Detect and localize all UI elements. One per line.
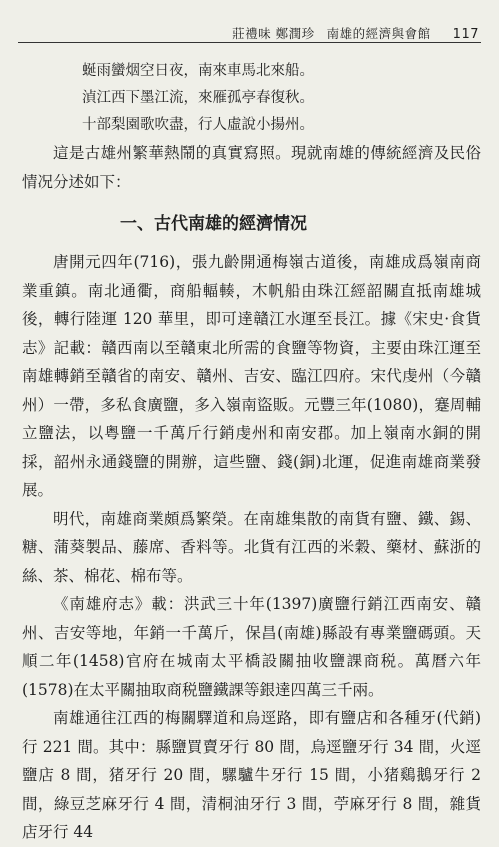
section-heading: 一、古代南雄的經濟情况 (120, 214, 307, 234)
running-header (232, 24, 479, 42)
page-number: 117 (452, 27, 479, 42)
body-paragraph: 唐開元四年(716)，張九齡開通梅嶺古道後，南雄成爲嶺南商業重鎮。南北通衢，商船輻輳，木帆船由珠江經韶關直抵南雄城後，轉行陸運 120 華里，即可達贛江水運至長江。據《宋史·食貨志》記載：贛西南以至贛東北所需的食鹽等物資，主要由珠江運至南雄轉銷至贛省的南安、贛州、吉安、臨江四府。宋代虔州（今贛州）一帶，多私食廣鹽，多入嶺南盜販。元豐三年(1080)，蹇周輔立鹽法，以粤鹽一千萬斤行銷虔州和南安郡。加上嶺南水銅的開採，韶州永通錢鹽的開辦，這些鹽、錢(銅)北運，促進南雄商業發展。 (22, 253, 481, 499)
body-paragraph: 明代，南雄商業頗爲繁榮。在南雄集散的南貨有鹽、鐵、錫、糖、蒲葵製品、藤席、香料等。北貨有江西的米穀、藥材、蘇浙的絲、茶、棉花、棉布等。 (22, 509, 481, 585)
header-rule (18, 42, 481, 43)
poem-line: 湞江西下墨江流，來雁孤亭春復秋。 (82, 90, 314, 106)
poem (22, 58, 481, 139)
header-title: 南雄的經濟與會館 (326, 26, 431, 41)
body-paragraph: 南雄通往江西的梅關驛道和烏逕路，即有鹽店和各種牙(代銷)行 221 間。其中：縣鹽買賣牙行 80 間，烏逕鹽牙行 34 間，火逕鹽店 8 間，猪牙行 20 間，騾驢牛牙行 15 間，小猪鷄鵝牙行 2 間，綠豆芝麻牙行 4 間，清桐油牙行 3 間，苧麻牙行 8 間，雜貨店牙行 44 (22, 709, 481, 841)
page-content (22, 58, 481, 847)
intro-paragraph: 這是古雄州繁華熱鬧的真實寫照。現就南雄的傳統經濟及民俗情况分述如下： (22, 144, 481, 191)
poem-line: 十部梨園歌吹盡，行人虛說小揚州。 (82, 117, 314, 133)
body-paragraph: 《南雄府志》載：洪武三十年(1397)廣鹽行銷江西南安、贛州、吉安等地，年銷一千萬斤，保昌(南雄)縣設有專業鹽碼頭。天順二年(1458)官府在城南太平橋設關抽收鹽課商税。萬曆六年(1578)在太平關抽取商税鹽鐵課等銀達四萬三千兩。 (22, 595, 481, 699)
poem-line: 蜒雨蠻烟空日夜，南來車馬北來船。 (82, 63, 314, 79)
header-author: 莊禮味 鄭潤珍 (232, 26, 315, 41)
